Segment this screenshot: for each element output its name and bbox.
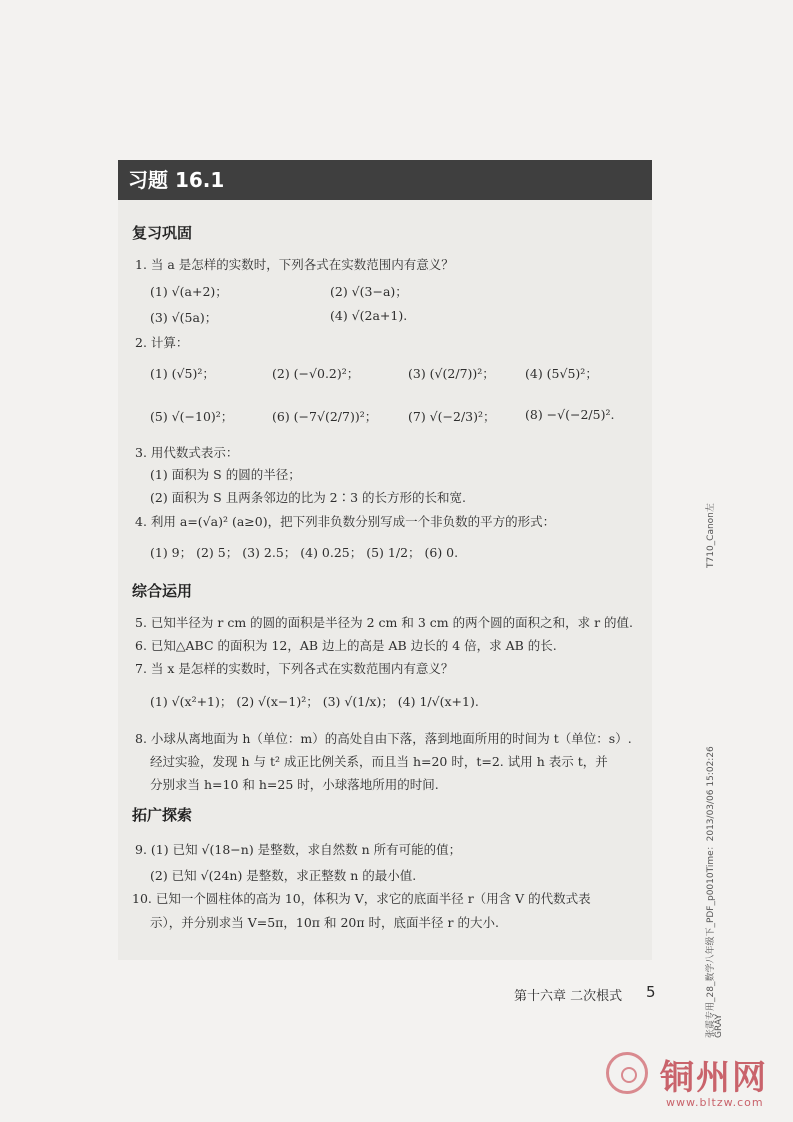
problem-3-2: (2) 面积为 S 且两条邻边的比为 2∶3 的长方形的长和宽. [150, 490, 467, 505]
exercise-title: 习题 16.1 [118, 160, 652, 200]
problem-2: 2. 计算： [135, 335, 189, 350]
problem-1-2: (2) √(3−a)； [330, 284, 408, 299]
problem-8-line-1: 8. 小球从离地面为 h（单位：m）的高处自由下落，落到地面所用的时间为 t（单位：s）. [135, 731, 632, 746]
problem-3-1: (1) 面积为 S 的圆的半径； [150, 467, 301, 482]
problem-2-8: (8) −√(−2/5)². [525, 407, 615, 422]
problem-2-4: (4) (5√5)²； [525, 366, 598, 381]
problem-1-4: (4) √(2a+1). [330, 308, 408, 323]
watermark-title: 铜州网 [660, 1058, 768, 1098]
section-extend: 拓广探索 [132, 806, 193, 824]
problem-7-items: (1) √(x²+1)； (2) √(x−1)²； (3) √(1/x)； (4) 1/√(x+1). [150, 694, 479, 709]
problem-10-line-1: 10. 已知一个圆柱体的高为 10，体积为 V，求它的底面半径 r（用含 V 的代数式表 [132, 891, 591, 906]
scan-info: 张震专用_28_数学八年级下_PDF_p0010Time：2013/03/06 15:02:26 [706, 746, 716, 1038]
problem-2-2: (2) (−√0.2)²； [272, 366, 360, 381]
problem-6: 6. 已知△ABC 的面积为 12，AB 边上的高是 AB 边长的 4 倍，求 AB 的长. [135, 638, 557, 653]
problem-2-1: (1) (√5)²； [150, 366, 215, 381]
problem-2-6: (6) (−7√(2/7))²； [272, 409, 378, 424]
section-review: 复习巩固 [132, 224, 193, 242]
problem-1: 1. 当 a 是怎样的实数时，下列各式在实数范围内有意义？ [135, 257, 454, 272]
problem-3: 3. 用代数式表示： [135, 445, 239, 460]
color-mode: GRAY [714, 1014, 724, 1038]
section-apply: 综合运用 [132, 582, 193, 600]
chapter-label: 第十六章 二次根式 [514, 989, 623, 1004]
page-number: 5 [646, 983, 656, 1001]
problem-7: 7. 当 x 是怎样的实数时，下列各式在实数范围内有意义？ [135, 661, 454, 676]
problem-4-items: (1) 9； (2) 5； (3) 2.5； (4) 0.25； (5) 1/2； (6) 0. [150, 545, 459, 560]
problem-9-1: 9. (1) 已知 √(18−n) 是整数，求自然数 n 所有可能的值； [135, 842, 462, 857]
problem-4: 4. 利用 a=(√a)² (a≥0)，把下列非负数分别写成一个非负数的平方的形式： [135, 514, 556, 529]
problem-10-line-2: 示），并分别求当 V=5π，10π 和 20π 时，底面半径 r 的大小. [150, 915, 499, 930]
watermark-logo-icon [606, 1052, 648, 1094]
scanner-mark: T710_Canon左 [706, 503, 716, 568]
problem-2-3: (3) (√(2/7))²； [408, 366, 495, 381]
problem-2-7: (7) √(−2/3)²； [408, 409, 496, 424]
problem-5: 5. 已知半径为 r cm 的圆的面积是半径为 2 cm 和 3 cm 的两个圆的面积之和，求 r 的值. [135, 615, 633, 630]
problem-8-line-2: 经过实验，发现 h 与 t² 成正比例关系，而且当 h=20 时，t=2. 试用 h 表示 t，并 [150, 754, 608, 769]
problem-9-2: (2) 已知 √(24n) 是整数，求正整数 n 的最小值. [150, 868, 417, 883]
problem-2-5: (5) √(−10)²； [150, 409, 234, 424]
problem-8-line-3: 分别求当 h=10 和 h=25 时，小球落地所用的时间. [150, 777, 439, 792]
problem-1-3: (3) √(5a)； [150, 310, 218, 325]
problem-1-1: (1) √(a+2)； [150, 284, 228, 299]
watermark-url: www.bltzw.com [666, 1096, 764, 1109]
